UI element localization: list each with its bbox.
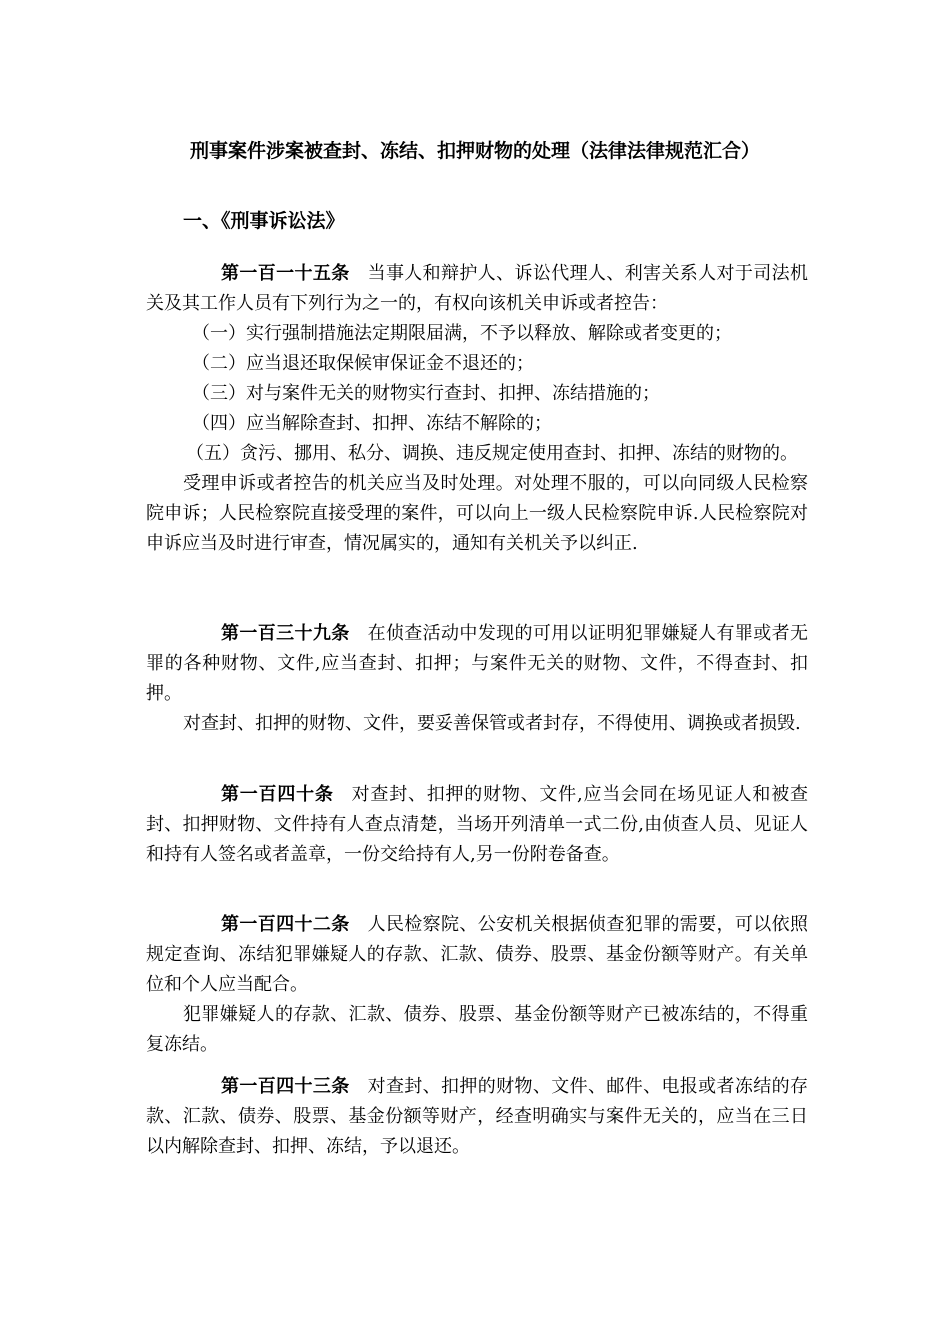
article-paragraph: 对查封、扣押的财物、文件，要妥善保管或者封存，不得使用、调换或者损毁. xyxy=(183,713,801,734)
section-heading: 一、《刑事诉讼法》 xyxy=(183,210,345,232)
article-paragraph xyxy=(146,1072,808,1162)
list-item: （二）应当退还取保候审保证金不退还的； xyxy=(192,353,534,374)
article-paragraph xyxy=(146,780,808,870)
article-number: 第一百三十九条 xyxy=(221,623,350,644)
article-140 xyxy=(146,780,808,870)
article-text: 当事人和辩护人、诉讼代理人、利害关系人对于司法机关及其工作人员有下列行为之一的，有权向该机关申诉或者控告： xyxy=(146,263,809,314)
article-paragraph xyxy=(146,910,808,1000)
article-paragraph xyxy=(146,259,808,319)
list-item: （五）贪污、挪用、私分、调换、违反规定使用查封、扣押、冻结的财物的。 xyxy=(186,443,798,464)
article-text: 对查封、扣押的财物、文件,应当会同在场见证人和被查封、扣押财物、文件持有人查点清楚，当场开列清单一式二份,由侦查人员、见证人和持有人签名或者盖章，一份交给持有人,另一份附卷备查。 xyxy=(146,784,808,865)
article-text: 在侦查活动中发现的可用以证明犯罪嫌疑人有罪或者无罪的各种财物、文件,应当查封、扣押；与案件无关的财物、文件，不得查封、扣押。 xyxy=(146,623,809,704)
article-number: 第一百一十五条 xyxy=(221,263,350,284)
article-number: 第一百四十三条 xyxy=(221,1076,350,1097)
article-paragraph: 犯罪嫌疑人的存款、汇款、债券、股票、基金份额等财产已被冻结的，不得重复冻结。 xyxy=(146,1004,808,1055)
article-paragraph: 受理申诉或者控告的机关应当及时处理。对处理不服的，可以向同级人民检察院申诉；人民检察院直接受理的案件，可以向上一级人民检察院申诉.人民检察院对申诉应当及时进行审查，情况属实的，通知有关机关予以纠正. xyxy=(146,473,808,554)
article-number: 第一百四十二条 xyxy=(221,914,350,935)
article-143 xyxy=(146,1072,808,1162)
list-item: （一）实行强制措施法定期限届满，不予以释放、解除或者变更的； xyxy=(192,323,732,344)
article-text: 人民检察院、公安机关根据侦查犯罪的需要，可以依照规定查询、冻结犯罪嫌疑人的存款、汇款、债券、股票、基金份额等财产。有关单位和个人应当配合。 xyxy=(146,914,809,995)
document-title: 刑事案件涉案被查封、冻结、扣押财物的处理（法律法律规范汇合） xyxy=(189,140,760,162)
article-139 xyxy=(146,619,808,739)
article-number: 第一百四十条 xyxy=(221,784,334,805)
article-142 xyxy=(146,910,808,1060)
article-115 xyxy=(146,259,808,559)
article-paragraph xyxy=(146,619,808,709)
article-text: 对查封、扣押的财物、文件、邮件、电报或者冻结的存款、汇款、债券、股票、基金份额等财产，经查明确实与案件无关的，应当在三日以内解除查封、扣押、冻结，予以退还。 xyxy=(146,1076,809,1157)
list-item: （四）应当解除查封、扣押、冻结不解除的； xyxy=(192,413,552,434)
list-item: （三）对与案件无关的财物实行查封、扣押、冻结措施的； xyxy=(192,383,660,404)
